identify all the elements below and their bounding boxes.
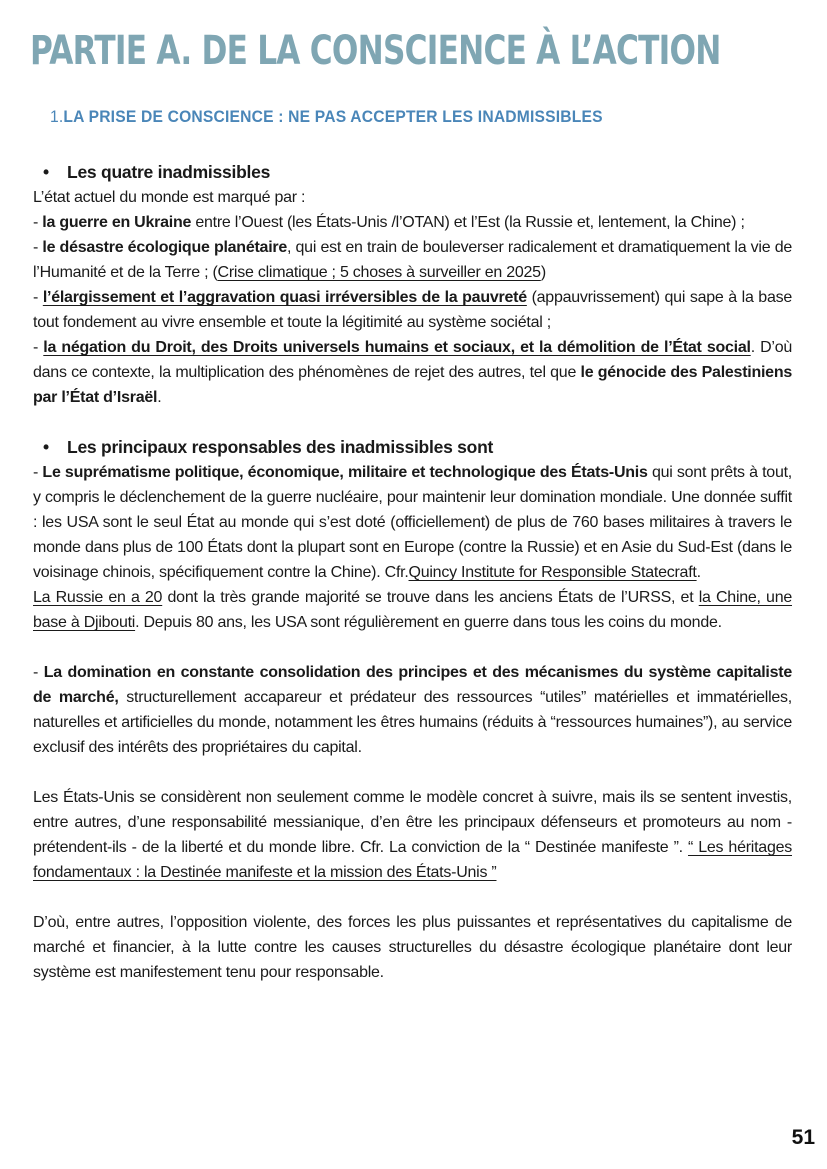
bullet-heading-responsables bbox=[33, 435, 792, 460]
item-prefix: - bbox=[33, 464, 43, 481]
item-prefix: - bbox=[33, 214, 43, 231]
item-bold: la guerre en Ukraine bbox=[42, 214, 192, 231]
item-bold-end: le génocide des Palestiniens par l’État d’Israël bbox=[33, 364, 793, 406]
page-number: 51 bbox=[791, 1126, 815, 1149]
section-heading bbox=[50, 107, 603, 127]
section-number: 1. bbox=[50, 107, 64, 126]
item-prefix: - bbox=[33, 664, 44, 681]
item-bold: La domination en constante consolidation des principes et des mécanismes du système capitaliste de marché, bbox=[33, 664, 792, 706]
item-text: . D’où dans ce contexte, la multiplication des phénomènes de rejet des autres, tel que bbox=[33, 339, 793, 381]
list-item-poverty bbox=[33, 285, 792, 335]
document-body bbox=[33, 160, 792, 985]
paragraph-conclusion: D’où, entre autres, l’opposition violente, des forces les plus puissantes et représentatives du capitalisme de marché et financier, à la lutte contre les causes structurelles du désastre écologique planétaire dont leur système est manifestement tenu pour responsable. bbox=[33, 914, 792, 981]
item-after: . bbox=[696, 564, 701, 581]
list-item-ukraine bbox=[33, 210, 792, 235]
item-text: . Depuis 80 ans, les USA sont régulièrement en guerre dans tous les coins du monde. bbox=[135, 614, 722, 631]
item-text: structurellement accapareur et prédateur des ressources “utiles” matérielles et immatérielles, naturelles et artificielles du monde, notamment les êtres humains (réduits à “ressources humaines”), au service exclusif des intérêts des propriétaires du capital. bbox=[33, 689, 792, 756]
item-prefix: - bbox=[33, 339, 44, 356]
item-bold: Le suprématisme politique, économique, militaire et technologique des États-Unis bbox=[42, 464, 648, 481]
bullet-icon: • bbox=[43, 437, 49, 457]
link-quincy-institute[interactable]: Quincy Institute for Responsible Statecraft bbox=[408, 564, 697, 581]
item-prefix: - bbox=[33, 289, 43, 306]
bullet-icon: • bbox=[43, 162, 49, 182]
item-text: dont la très grande majorité se trouve dans les anciens États de l’URSS, et bbox=[162, 589, 699, 606]
item-text: entre l’Ouest (les États-Unis /l’OTAN) et l’Est (la Russie et, lentement, la Chine) ; bbox=[191, 214, 745, 231]
paragraph-capitalism bbox=[33, 660, 792, 760]
item-text: qui sont prêts à tout, y compris le déclenchement de la guerre nucléaire, pour maintenir leur domination mondiale. Une donnée suffit : les USA sont le seul État au monde qui s’est doté (officiellement) de plus de 760 bases militaires à travers le monde dans plus de 100 États dont la plupart sont en Europe (contre la Russie) et en Asie du Sud-Est (dans le voisinage chinois, spécifiquement contre la Chine). Cfr. bbox=[33, 464, 792, 581]
item-bold: le désastre écologique planétaire bbox=[42, 239, 288, 256]
page-title: PARTIE A. DE LA CONSCIENCE À L’ACTION bbox=[30, 28, 721, 74]
list-item-ecology bbox=[33, 235, 792, 285]
item-prefix: - bbox=[33, 239, 43, 256]
item-text: (appauvrissement) qui sape à la base tout fondement au vivre ensemble et toute la légitimité au système sociétal ; bbox=[33, 289, 793, 331]
heading-text: Les quatre inadmissibles bbox=[67, 162, 271, 182]
section-title: LA PRISE DE CONSCIENCE : NE PAS ACCEPTER LES INADMISSIBLES bbox=[63, 107, 603, 126]
link-crise-climatique[interactable]: Crise climatique ; 5 choses à surveiller en 2025 bbox=[217, 264, 541, 281]
paragraph-manifest-destiny bbox=[33, 785, 792, 885]
link-pauvrete[interactable]: l’élargissement et l’aggravation quasi irréversibles de la pauvreté bbox=[42, 289, 527, 306]
link-chine-djibouti[interactable]: la Chine, une base à Djibouti bbox=[33, 589, 792, 631]
paragraph-supremacy bbox=[33, 460, 792, 585]
item-text: Les États-Unis se considèrent non seulement comme le modèle concret à suivre, mais ils se sentent investis, entre autres, d’une responsabilité messianique, d’en être les principaux défenseurs et promoteurs au nom - prétendent-ils - de la liberté et du monde libre. Cfr. La conviction de la “ Destinée manifeste ”. bbox=[33, 789, 792, 856]
intro-paragraph: L’état actuel du monde est marqué par : bbox=[33, 189, 306, 206]
item-after: ) bbox=[540, 264, 546, 281]
item-after: . bbox=[157, 389, 162, 406]
link-negation-droit[interactable]: la négation du Droit, des Droits universels humains et sociaux, et la démolition de l’État social bbox=[43, 339, 751, 356]
heading-text: Les principaux responsables des inadmissibles sont bbox=[67, 437, 494, 457]
link-destinee-manifeste[interactable]: “ Les héritages fondamentaux : la Destinée manifeste et la mission des États-Unis ” bbox=[33, 839, 792, 881]
bullet-heading-inadmissibles bbox=[33, 160, 792, 185]
paragraph-russia-china bbox=[33, 585, 792, 635]
link-russie-bases[interactable]: La Russie en a 20 bbox=[33, 589, 163, 606]
list-item-rights bbox=[33, 335, 792, 410]
item-text: , qui est en train de bouleverser radicalement et dramatiquement la vie de l’Humanité et de la Terre ; ( bbox=[33, 239, 792, 281]
